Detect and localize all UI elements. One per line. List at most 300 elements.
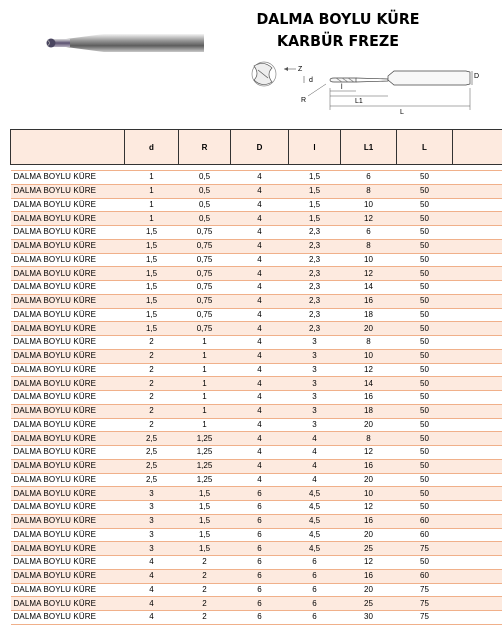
- cell-name: DALMA BOYLU KÜRE: [11, 514, 125, 528]
- table-row: [11, 267, 502, 281]
- cell-name: DALMA BOYLU KÜRE: [11, 583, 125, 597]
- cell-blank: [453, 349, 502, 363]
- cell-R: 1,5: [179, 542, 231, 556]
- cell-L: 50: [397, 556, 453, 570]
- cell-R: 1,25: [179, 473, 231, 487]
- cell-L1: 18: [341, 308, 397, 322]
- cell-L: 50: [397, 377, 453, 391]
- cell-blank: [453, 363, 502, 377]
- cell-blank: [453, 281, 502, 295]
- header-L1: L1: [341, 130, 397, 165]
- cell-R: 1,25: [179, 446, 231, 460]
- cell-D: 4: [231, 267, 289, 281]
- cell-d: 2: [125, 363, 179, 377]
- cell-L: 50: [397, 391, 453, 405]
- cell-L: 50: [397, 322, 453, 336]
- cell-blank: [453, 501, 502, 515]
- header-d: d: [125, 130, 179, 165]
- cell-blank: [453, 267, 502, 281]
- cell-l: 2,3: [289, 253, 341, 267]
- cell-name: DALMA BOYLU KÜRE: [11, 611, 125, 625]
- cell-l: 6: [289, 597, 341, 611]
- cell-blank: [453, 446, 502, 460]
- cell-R: 2: [179, 611, 231, 625]
- cell-L1: 20: [341, 583, 397, 597]
- cell-blank: [453, 322, 502, 336]
- cell-name: DALMA BOYLU KÜRE: [11, 198, 125, 212]
- cell-d: 4: [125, 569, 179, 583]
- cell-D: 6: [231, 487, 289, 501]
- cell-L: 50: [397, 487, 453, 501]
- cell-R: 0,75: [179, 308, 231, 322]
- cell-L1: 14: [341, 377, 397, 391]
- cell-d: 1,5: [125, 322, 179, 336]
- cell-L: 60: [397, 569, 453, 583]
- cell-name: DALMA BOYLU KÜRE: [11, 281, 125, 295]
- cell-L1: 14: [341, 281, 397, 295]
- cell-R: 0,75: [179, 322, 231, 336]
- cell-L: 75: [397, 611, 453, 625]
- table-row: [11, 308, 502, 322]
- cell-D: 4: [231, 226, 289, 240]
- cell-L1: 20: [341, 473, 397, 487]
- cell-L: 50: [397, 501, 453, 515]
- cell-blank: [453, 226, 502, 240]
- product-table-container: [10, 129, 502, 625]
- cell-name: DALMA BOYLU KÜRE: [11, 294, 125, 308]
- table-row: [11, 391, 502, 405]
- cell-L1: 6: [341, 171, 397, 185]
- table-body: [11, 165, 502, 625]
- label-L1: L1: [355, 98, 363, 105]
- cell-D: 4: [231, 391, 289, 405]
- cell-name: DALMA BOYLU KÜRE: [11, 363, 125, 377]
- cell-R: 2: [179, 556, 231, 570]
- table-row: [11, 446, 502, 460]
- cell-D: 4: [231, 308, 289, 322]
- label-R: R: [301, 97, 307, 104]
- cell-d: 1,5: [125, 294, 179, 308]
- header-l: l: [289, 130, 341, 165]
- cell-l: 3: [289, 363, 341, 377]
- cell-name: DALMA BOYLU KÜRE: [11, 239, 125, 253]
- dimension-diagram: [238, 52, 502, 118]
- cell-l: 4,5: [289, 501, 341, 515]
- cell-R: 1,25: [179, 432, 231, 446]
- cell-blank: [453, 473, 502, 487]
- cell-l: 6: [289, 569, 341, 583]
- cell-d: 2,5: [125, 459, 179, 473]
- cell-R: 1: [179, 377, 231, 391]
- table-row: [11, 281, 502, 295]
- cell-R: 1: [179, 404, 231, 418]
- cell-L1: 16: [341, 569, 397, 583]
- cell-L1: 12: [341, 212, 397, 226]
- cell-R: 1: [179, 418, 231, 432]
- table-row: [11, 611, 502, 625]
- cell-D: 6: [231, 556, 289, 570]
- cell-l: 6: [289, 556, 341, 570]
- table-row: [11, 404, 502, 418]
- table-row: [11, 294, 502, 308]
- cell-L1: 20: [341, 322, 397, 336]
- product-title: [243, 8, 433, 52]
- cell-L: 50: [397, 418, 453, 432]
- cell-l: 3: [289, 391, 341, 405]
- cell-l: 4: [289, 432, 341, 446]
- cell-d: 1,5: [125, 253, 179, 267]
- cell-blank: [453, 184, 502, 198]
- cell-l: 4: [289, 446, 341, 460]
- cell-l: 4,5: [289, 487, 341, 501]
- cell-D: 4: [231, 239, 289, 253]
- cell-l: 4,5: [289, 514, 341, 528]
- cell-name: DALMA BOYLU KÜRE: [11, 212, 125, 226]
- cell-D: 4: [231, 184, 289, 198]
- cell-name: DALMA BOYLU KÜRE: [11, 473, 125, 487]
- cell-d: 1,5: [125, 267, 179, 281]
- table-row: [11, 336, 502, 350]
- cell-L1: 12: [341, 363, 397, 377]
- table-row: [11, 363, 502, 377]
- cell-L: 50: [397, 267, 453, 281]
- cell-d: 2: [125, 349, 179, 363]
- table-row: [11, 583, 502, 597]
- cell-name: DALMA BOYLU KÜRE: [11, 487, 125, 501]
- table-row: [11, 514, 502, 528]
- cell-d: 2: [125, 418, 179, 432]
- table-row: [11, 556, 502, 570]
- cell-D: 6: [231, 501, 289, 515]
- table-row: [11, 487, 502, 501]
- cell-L: 50: [397, 308, 453, 322]
- cell-L: 50: [397, 336, 453, 350]
- cell-l: 2,3: [289, 294, 341, 308]
- cell-D: 6: [231, 514, 289, 528]
- cell-blank: [453, 611, 502, 625]
- header-L: L: [397, 130, 453, 165]
- cell-l: 2,3: [289, 239, 341, 253]
- cell-R: 2: [179, 569, 231, 583]
- cell-L: 50: [397, 226, 453, 240]
- cell-blank: [453, 556, 502, 570]
- table-row: [11, 459, 502, 473]
- cell-blank: [453, 528, 502, 542]
- cell-D: 4: [231, 432, 289, 446]
- cell-L1: 8: [341, 239, 397, 253]
- cell-l: 2,3: [289, 308, 341, 322]
- cell-L1: 16: [341, 294, 397, 308]
- cell-l: 1,5: [289, 212, 341, 226]
- cell-name: DALMA BOYLU KÜRE: [11, 597, 125, 611]
- cell-d: 1,5: [125, 226, 179, 240]
- cell-L1: 12: [341, 446, 397, 460]
- cell-l: 3: [289, 377, 341, 391]
- cell-d: 3: [125, 501, 179, 515]
- table-row: [11, 184, 502, 198]
- cell-L: 50: [397, 432, 453, 446]
- cell-d: 2: [125, 391, 179, 405]
- cell-l: 3: [289, 349, 341, 363]
- cell-d: 3: [125, 514, 179, 528]
- cell-blank: [453, 404, 502, 418]
- cell-d: 1: [125, 212, 179, 226]
- cell-L: 50: [397, 198, 453, 212]
- cell-D: 4: [231, 322, 289, 336]
- cell-L1: 20: [341, 528, 397, 542]
- cell-R: 1,25: [179, 459, 231, 473]
- table-row: [11, 198, 502, 212]
- cell-blank: [453, 336, 502, 350]
- header-D: D: [231, 130, 289, 165]
- cell-name: DALMA BOYLU KÜRE: [11, 226, 125, 240]
- cell-R: 1,5: [179, 501, 231, 515]
- cell-L1: 25: [341, 597, 397, 611]
- cell-L1: 8: [341, 184, 397, 198]
- cell-blank: [453, 418, 502, 432]
- cell-blank: [453, 514, 502, 528]
- table-row: [11, 377, 502, 391]
- cell-R: 0,75: [179, 226, 231, 240]
- cell-D: 4: [231, 198, 289, 212]
- cell-R: 1: [179, 336, 231, 350]
- table-row: [11, 501, 502, 515]
- cell-L: 75: [397, 583, 453, 597]
- table-row: [11, 597, 502, 611]
- cell-l: 3: [289, 418, 341, 432]
- cell-R: 1: [179, 349, 231, 363]
- cell-d: 2: [125, 336, 179, 350]
- cell-L: 50: [397, 349, 453, 363]
- cell-R: 2: [179, 583, 231, 597]
- cell-name: DALMA BOYLU KÜRE: [11, 349, 125, 363]
- cell-R: 2: [179, 597, 231, 611]
- cell-l: 2,3: [289, 281, 341, 295]
- cell-name: DALMA BOYLU KÜRE: [11, 459, 125, 473]
- cell-L: 50: [397, 253, 453, 267]
- cell-L1: 10: [341, 198, 397, 212]
- label-l: l: [341, 84, 343, 91]
- table-row: [11, 212, 502, 226]
- cell-d: 1,5: [125, 308, 179, 322]
- cell-R: 1: [179, 363, 231, 377]
- cell-d: 1,5: [125, 239, 179, 253]
- cell-name: DALMA BOYLU KÜRE: [11, 171, 125, 185]
- cell-name: DALMA BOYLU KÜRE: [11, 253, 125, 267]
- cell-L1: 10: [341, 487, 397, 501]
- cell-L: 50: [397, 171, 453, 185]
- cell-d: 4: [125, 597, 179, 611]
- table-row: [11, 226, 502, 240]
- cell-L: 50: [397, 294, 453, 308]
- cell-L1: 16: [341, 391, 397, 405]
- cell-blank: [453, 459, 502, 473]
- cell-L: 60: [397, 514, 453, 528]
- cell-R: 0,75: [179, 239, 231, 253]
- cell-D: 4: [231, 363, 289, 377]
- cell-blank: [453, 171, 502, 185]
- cell-D: 4: [231, 294, 289, 308]
- cell-l: 3: [289, 336, 341, 350]
- cell-blank: [453, 294, 502, 308]
- cell-l: 6: [289, 583, 341, 597]
- cell-D: 6: [231, 583, 289, 597]
- cell-l: 4,5: [289, 528, 341, 542]
- cell-L1: 10: [341, 253, 397, 267]
- cell-L: 50: [397, 404, 453, 418]
- cell-d: 3: [125, 528, 179, 542]
- cell-name: DALMA BOYLU KÜRE: [11, 501, 125, 515]
- header-name: [11, 130, 125, 165]
- cell-d: 2: [125, 404, 179, 418]
- cell-d: 3: [125, 487, 179, 501]
- table-row: [11, 432, 502, 446]
- cell-l: 1,5: [289, 184, 341, 198]
- cell-L: 50: [397, 459, 453, 473]
- cell-R: 0,75: [179, 253, 231, 267]
- cell-d: 2,5: [125, 446, 179, 460]
- cell-d: 4: [125, 556, 179, 570]
- cell-D: 4: [231, 459, 289, 473]
- table-row: [11, 239, 502, 253]
- cell-l: 2,3: [289, 322, 341, 336]
- cell-d: 2: [125, 377, 179, 391]
- cell-name: DALMA BOYLU KÜRE: [11, 267, 125, 281]
- cell-d: 1: [125, 184, 179, 198]
- cell-blank: [453, 597, 502, 611]
- cell-L: 75: [397, 542, 453, 556]
- cell-L: 50: [397, 184, 453, 198]
- cell-blank: [453, 377, 502, 391]
- cell-d: 1,5: [125, 281, 179, 295]
- cell-R: 0,5: [179, 198, 231, 212]
- cell-R: 0,5: [179, 171, 231, 185]
- cell-L1: 25: [341, 542, 397, 556]
- cell-name: DALMA BOYLU KÜRE: [11, 528, 125, 542]
- label-D: D: [474, 73, 480, 80]
- cell-L: 50: [397, 281, 453, 295]
- table-row: [11, 473, 502, 487]
- header-R: R: [179, 130, 231, 165]
- header-blank: [453, 130, 502, 165]
- cell-name: DALMA BOYLU KÜRE: [11, 432, 125, 446]
- label-d-small: d: [309, 77, 313, 84]
- cell-L1: 18: [341, 404, 397, 418]
- cell-D: 4: [231, 349, 289, 363]
- cell-D: 4: [231, 212, 289, 226]
- cell-name: DALMA BOYLU KÜRE: [11, 308, 125, 322]
- cell-D: 4: [231, 336, 289, 350]
- table-row: [11, 542, 502, 556]
- cell-L1: 16: [341, 514, 397, 528]
- cell-blank: [453, 391, 502, 405]
- cell-name: DALMA BOYLU KÜRE: [11, 391, 125, 405]
- cell-blank: [453, 308, 502, 322]
- cell-L: 50: [397, 239, 453, 253]
- cell-name: DALMA BOYLU KÜRE: [11, 446, 125, 460]
- cell-d: 3: [125, 542, 179, 556]
- table-row: [11, 349, 502, 363]
- cell-D: 6: [231, 611, 289, 625]
- cell-l: 1,5: [289, 198, 341, 212]
- cell-D: 4: [231, 418, 289, 432]
- cell-name: DALMA BOYLU KÜRE: [11, 556, 125, 570]
- table-row: [11, 418, 502, 432]
- cell-name: DALMA BOYLU KÜRE: [11, 542, 125, 556]
- cell-L1: 30: [341, 611, 397, 625]
- cell-blank: [453, 239, 502, 253]
- cell-l: 2,3: [289, 267, 341, 281]
- label-L: L: [400, 109, 404, 116]
- end-mill-product-image: [44, 24, 208, 62]
- cell-l: 4: [289, 473, 341, 487]
- cell-name: DALMA BOYLU KÜRE: [11, 569, 125, 583]
- cell-R: 0,5: [179, 184, 231, 198]
- title-line-1: DALMA BOYLU KÜRE: [256, 10, 420, 28]
- title-line-2: KARBÜR FREZE: [277, 32, 399, 50]
- cell-name: DALMA BOYLU KÜRE: [11, 184, 125, 198]
- cell-D: 4: [231, 404, 289, 418]
- cell-L1: 12: [341, 267, 397, 281]
- cell-name: DALMA BOYLU KÜRE: [11, 377, 125, 391]
- cell-D: 4: [231, 377, 289, 391]
- cell-R: 1,5: [179, 514, 231, 528]
- cell-d: 1: [125, 198, 179, 212]
- cell-l: 2,3: [289, 226, 341, 240]
- cell-R: 1,5: [179, 487, 231, 501]
- cell-name: DALMA BOYLU KÜRE: [11, 404, 125, 418]
- cell-R: 0,75: [179, 294, 231, 308]
- cell-l: 4: [289, 459, 341, 473]
- cell-D: 4: [231, 446, 289, 460]
- cell-d: 4: [125, 611, 179, 625]
- cell-blank: [453, 253, 502, 267]
- cell-D: 4: [231, 281, 289, 295]
- cell-D: 4: [231, 473, 289, 487]
- cell-L: 50: [397, 212, 453, 226]
- cell-d: 1: [125, 171, 179, 185]
- cell-blank: [453, 569, 502, 583]
- cell-d: 4: [125, 583, 179, 597]
- cell-l: 4,5: [289, 542, 341, 556]
- table-row: [11, 528, 502, 542]
- tool-outline: [330, 71, 470, 85]
- cell-blank: [453, 542, 502, 556]
- label-z: Z: [298, 66, 303, 73]
- cell-D: 6: [231, 542, 289, 556]
- cell-blank: [453, 432, 502, 446]
- cell-d: 2,5: [125, 473, 179, 487]
- ball-end-detail: [252, 62, 276, 86]
- cell-D: 4: [231, 253, 289, 267]
- cell-L: 60: [397, 528, 453, 542]
- cell-L: 50: [397, 446, 453, 460]
- cell-L1: 10: [341, 349, 397, 363]
- table-row: [11, 322, 502, 336]
- table-header-row: [11, 130, 502, 165]
- cell-L1: 12: [341, 556, 397, 570]
- cell-R: 1: [179, 391, 231, 405]
- cell-R: 0,75: [179, 267, 231, 281]
- cell-blank: [453, 212, 502, 226]
- cell-R: 0,5: [179, 212, 231, 226]
- cell-L1: 20: [341, 418, 397, 432]
- cell-D: 6: [231, 597, 289, 611]
- cell-blank: [453, 487, 502, 501]
- cell-L: 50: [397, 473, 453, 487]
- cell-D: 6: [231, 569, 289, 583]
- cell-L1: 8: [341, 336, 397, 350]
